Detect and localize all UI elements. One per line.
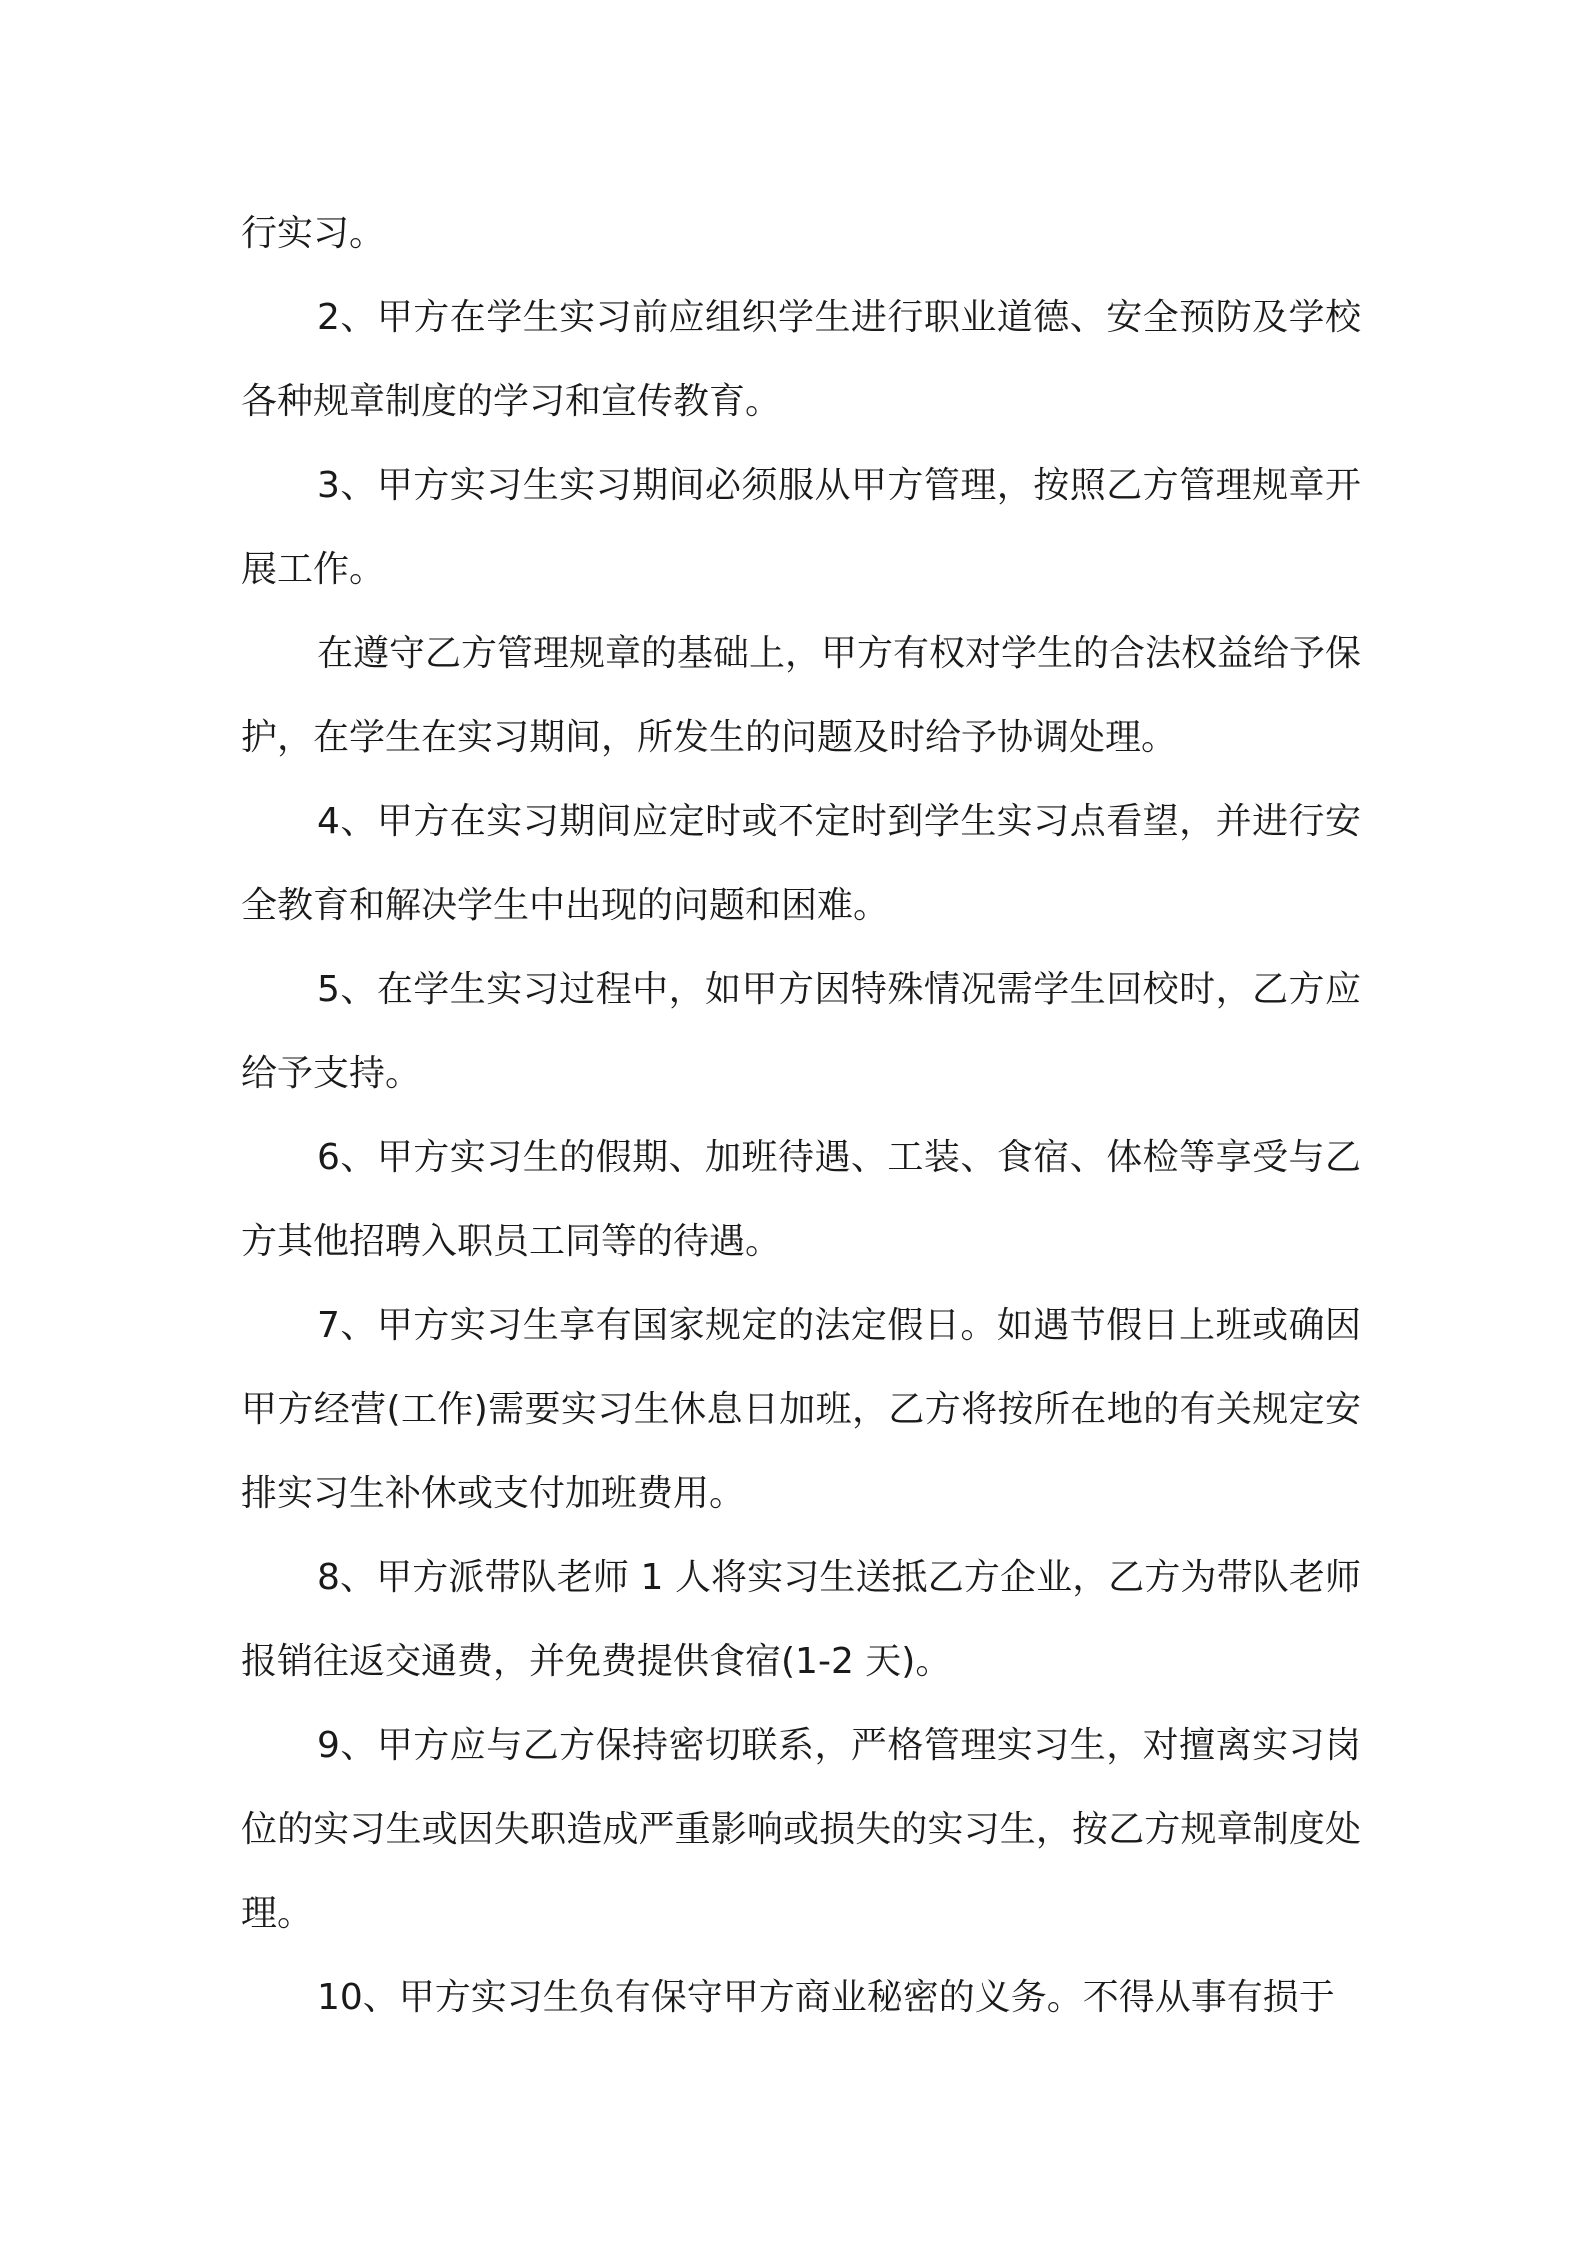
- paragraph-clause-3: 3、甲方实习生实习期间必须服从甲方管理，按照乙方管理规章开展工作。: [241, 465, 1361, 590]
- paragraph-clause-3-note: 在遵守乙方管理规章的基础上，甲方有权对学生的合法权益给予保护，在学生在实习期间，所发生的问题及时给予协调处理。: [241, 633, 1362, 758]
- paragraph-clause-6: 6、甲方实习生的假期、加班待遇、工装、食宿、体检等享受与乙方其他招聘入职员工同等的待遇。: [241, 1137, 1361, 1262]
- paragraph-clause-4: 4、甲方在实习期间应定时或不定时到学生实习点看望，并进行安全教育和解决学生中出现的问题和困难。: [241, 801, 1361, 926]
- paragraph-clause-9: 9、甲方应与乙方保持密切联系，严格管理实习生，对擅离实习岗位的实习生或因失职造成严重影响或损失的实习生，按乙方规章制度处理。: [241, 1725, 1361, 1934]
- paragraph-clause-10: 10、甲方实习生负有保守甲方商业秘密的义务。不得从事有损于: [317, 1977, 1335, 2018]
- paragraph-clause-7: 7、甲方实习生享有国家规定的法定假日。如遇节假日上班或确因甲方经营(工作)需要实习生休息日加班，乙方将按所在地的有关规定安排实习生补休或支付加班费用。: [241, 1305, 1361, 1514]
- paragraph-clause-2: 2、甲方在学生实习前应组织学生进行职业道德、安全预防及学校各种规章制度的学习和宣传教育。: [241, 297, 1361, 422]
- paragraph-clause-8: 8、甲方派带队老师 1 人将实习生送抵乙方企业，乙方为带队老师报销往返交通费，并免费提供食宿(1-2 天)。: [241, 1557, 1361, 1682]
- document-body: [241, 192, 1361, 2040]
- paragraph-clause-5: 5、在学生实习过程中，如甲方因特殊情况需学生回校时，乙方应给予支持。: [241, 969, 1361, 1094]
- paragraph-continuation: 行实习。: [241, 213, 386, 254]
